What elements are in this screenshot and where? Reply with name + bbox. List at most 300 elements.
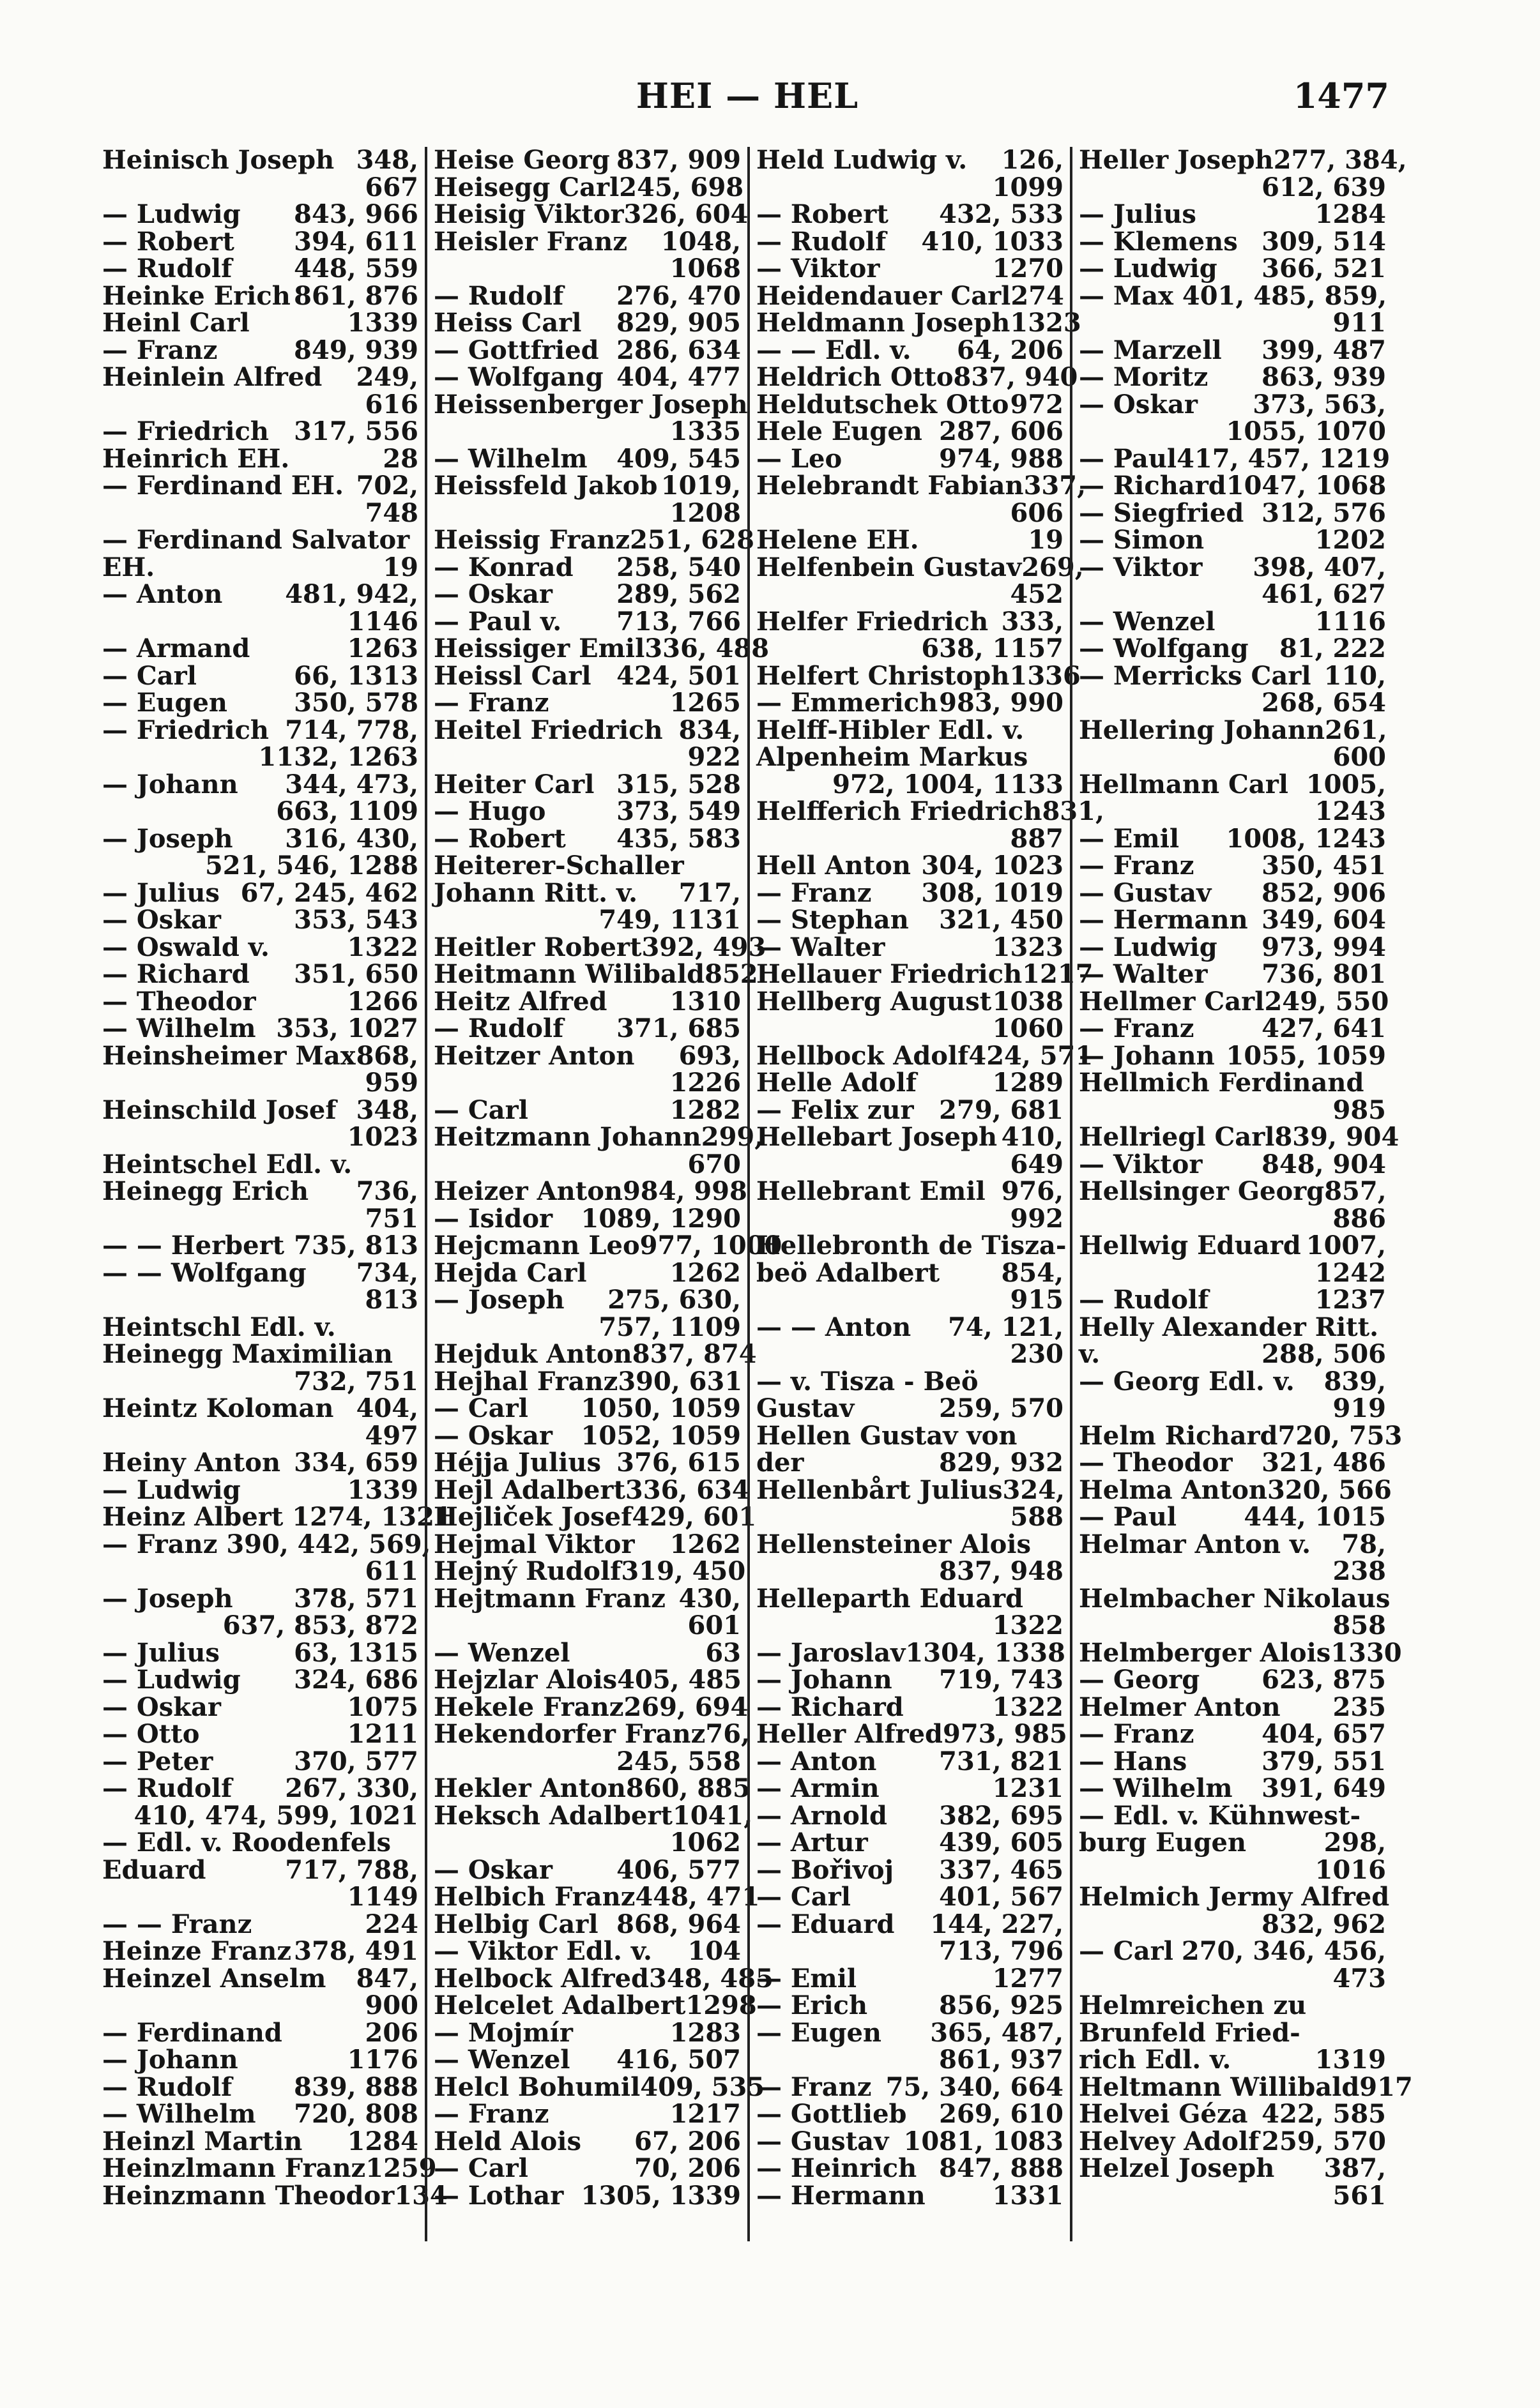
entry-name: Hejduk Anton (434, 1339, 632, 1369)
index-entry (102, 635, 418, 663)
index-entry (434, 1420, 741, 1451)
entry-page-refs: 230 (1010, 1339, 1064, 1369)
entry-name: — Franz (756, 877, 872, 908)
index-entry (756, 362, 1078, 392)
entry-page-refs: 735, 813 (294, 1231, 418, 1261)
entry-name: Gustav (756, 1393, 855, 1423)
entry-page-refs: 251, 628 (630, 525, 754, 555)
index-entry (1079, 1015, 1386, 1043)
index-entry (756, 744, 1064, 771)
index-entry (756, 1178, 1064, 1206)
index-entry (1079, 1694, 1386, 1722)
entry-continuation (756, 1203, 1064, 1234)
entry-name: — Erich (756, 1990, 868, 2020)
entry-name: Hellebart Joseph (756, 1122, 998, 1152)
entry-name: Heldutschek Otto (756, 389, 1009, 420)
entry-name: — Johann (102, 769, 238, 799)
index-entry (434, 310, 741, 337)
entry-continuation (102, 798, 418, 826)
index-entry (102, 1450, 418, 1477)
entry-name: Heinl Carl (102, 308, 250, 338)
index-entry (1079, 660, 1386, 691)
entry-name: — Theodor (102, 986, 256, 1017)
index-entry (1079, 1637, 1402, 1668)
entry-page-refs: 326, 604 (623, 199, 749, 229)
entry-continuation (102, 1612, 418, 1640)
entry-page-refs: 1322 (347, 932, 418, 962)
entry-name: Hejcmann Leo (434, 1231, 640, 1261)
index-entry (102, 1502, 452, 1532)
entry-continuation (1079, 418, 1386, 446)
entry-name: Helcelet Adalbert (434, 1990, 686, 2020)
entry-page-refs: 1226 (669, 1068, 741, 1098)
entry-page-refs: 399, 487 (1262, 335, 1386, 365)
entry-continuation (1079, 1395, 1386, 1423)
entry-page-refs: 837, 940 (953, 362, 1078, 392)
entry-name: — Franz 390, 442, 569, (102, 1529, 431, 1559)
entry-page-refs: 734, (356, 1257, 418, 1288)
entry-name: — Oskar (434, 1420, 553, 1451)
index-entry (102, 961, 418, 988)
entry-name: — Carl (1079, 1936, 1173, 1966)
entry-name: Heksch Adalbert (434, 1800, 673, 1831)
entry-continuation (1079, 581, 1386, 609)
entry-page-refs: 984, 998 (622, 1176, 747, 1206)
entry-page-refs: 1284 (1315, 199, 1386, 229)
entry-page-refs: 1038 (992, 986, 1064, 1017)
entry-page-refs: 1016 (1315, 1854, 1386, 1885)
entry-page-refs: 719, 743 (939, 1665, 1064, 1695)
entry-name: Helmberger Alois (1079, 1637, 1331, 1668)
index-entry (102, 690, 418, 717)
index-entry (434, 2047, 741, 2074)
index-entry (102, 1178, 418, 1206)
index-entry (434, 1556, 746, 1586)
index-columns (102, 145, 1413, 2241)
index-entry (1079, 1474, 1392, 1505)
entry-name: Heissig Franz (434, 525, 630, 555)
entry-page-refs: 348, (356, 145, 418, 175)
index-entry (756, 1531, 1064, 1559)
entry-continuation (756, 1151, 1064, 1179)
entry-name: — Max 401, 485, 859, (1079, 280, 1387, 311)
entry-name: Helebrandt Fabian (756, 471, 1024, 501)
entry-page-refs: 900 (365, 1990, 418, 2020)
entry-page-refs: 409, 535 (640, 2071, 765, 2102)
index-entry (102, 1474, 418, 1505)
entry-continuation (1079, 310, 1386, 337)
index-entry (1079, 1151, 1386, 1179)
entry-name: — Rudolf (434, 1013, 564, 1043)
entry-continuation (1079, 1094, 1386, 1125)
entry-continuation (434, 497, 741, 528)
entry-name: — Ludwig (1079, 932, 1217, 962)
entry-page-refs: 1202 (1315, 525, 1386, 555)
entry-name: Hellebronth de Tisza- (756, 1231, 1067, 1261)
index-entry (756, 988, 1064, 1016)
index-entry (102, 255, 418, 283)
entry-page-refs: 286, 634 (616, 335, 741, 365)
index-entry (102, 201, 418, 229)
entry-name: Hellberg August (756, 986, 992, 1017)
index-column-3 (747, 145, 1104, 2241)
index-entry (1079, 717, 1386, 745)
entry-name: — Ludwig (102, 1474, 241, 1505)
entry-page-refs: 351, 650 (294, 959, 418, 989)
entry-page-refs: 847, 888 (939, 2153, 1064, 2183)
index-entry (434, 2101, 741, 2128)
index-entry (756, 1719, 1067, 1749)
index-entry (1079, 1800, 1386, 1831)
entry-name: Helvey Adolf (1079, 2126, 1260, 2156)
entry-page-refs: 829, 932 (939, 1448, 1064, 1478)
entry-name: — Julius (102, 1637, 220, 1668)
entry-page-refs: 1048, (660, 226, 741, 257)
entry-page-refs: 392, 493 (641, 932, 766, 962)
entry-page-refs: 366, 521 (1262, 254, 1386, 284)
entry-page-refs: 373, 563, (1253, 389, 1386, 420)
entry-continuation (1079, 798, 1386, 826)
index-entry (434, 473, 741, 500)
index-entry (434, 932, 766, 962)
entry-continuation (756, 174, 1064, 202)
entry-page-refs: 1062 (669, 1828, 741, 1858)
entry-name: Helff-Hibler Edl. v. (756, 715, 1025, 745)
entry-name: Hejný Rudolf (434, 1556, 621, 1586)
index-entry (756, 418, 1064, 446)
entry-name: Helfferich Friedrich (756, 796, 1042, 826)
entry-name: Helbich Franz (434, 1882, 636, 1912)
entry-page-refs: 435, 583 (616, 823, 741, 854)
index-entry (102, 1748, 418, 1776)
entry-page-refs: 448, 471 (635, 1882, 760, 1912)
entry-page-refs: 983, 990 (939, 688, 1064, 718)
entry-name: — Carl (434, 2153, 528, 2183)
entry-name: Helly Alexander Ritt. (1079, 1312, 1379, 1342)
index-entry (434, 2071, 765, 2102)
index-entry (1079, 823, 1386, 854)
index-entry (1079, 934, 1386, 962)
entry-name: — Franz (1079, 851, 1194, 881)
entry-name: — Konrad (434, 552, 574, 582)
index-entry (756, 1420, 1064, 1451)
entry-continuation (102, 1124, 418, 1151)
entry-page-refs: 390, 631 (618, 1366, 743, 1397)
entry-name: Heinzel Anselm (102, 1963, 326, 1994)
index-entry (1079, 1420, 1403, 1451)
index-entry (1079, 1748, 1386, 1776)
entry-page-refs: 736, 801 (1262, 959, 1386, 989)
entry-name: — Peter (102, 1746, 213, 1776)
entry-page-refs: 249, 550 (1264, 986, 1389, 1017)
entry-continuation (102, 1884, 418, 1911)
index-entry (434, 525, 754, 555)
running-head: HEI — HEL (636, 75, 859, 116)
index-entry (102, 1257, 418, 1288)
entry-page-refs: 663, 1109 (276, 796, 418, 826)
index-entry (756, 1775, 1064, 1803)
entry-name: — Rudolf (434, 280, 564, 311)
entry-name: — Friedrich (102, 715, 270, 745)
entry-continuation (102, 391, 418, 419)
entry-page-refs: 861, 876 (294, 280, 418, 311)
entry-name: — Rudolf (1079, 1285, 1209, 1315)
entry-page-refs: 1008, 1243 (1226, 823, 1386, 854)
entry-name: Helvei Géza (1079, 2099, 1248, 2129)
entry-name: — — Wolfgang (102, 1257, 307, 1288)
entry-name: — Otto (102, 1719, 200, 1749)
entry-page-refs: 1298 (685, 1990, 757, 2020)
entry-page-refs: 857, (1324, 1176, 1387, 1206)
index-entry (434, 1040, 741, 1071)
index-entry (434, 1583, 741, 1614)
entry-page-refs: 67, 245, 462 (240, 877, 418, 908)
entry-name: Held Ludwig v. (756, 145, 968, 175)
entry-name: Heiny Anton (102, 1448, 281, 1478)
entry-page-refs: 320, 566 (1267, 1474, 1392, 1505)
entry-name: Heissl Carl (434, 660, 591, 691)
index-entry (756, 443, 1064, 474)
entry-name: Helcl Bohumil (434, 2071, 641, 2102)
entry-name: — Klemens (1079, 226, 1238, 257)
entry-name: EH. (102, 552, 155, 582)
index-entry (434, 1667, 741, 1694)
entry-page-refs: 269, (1021, 552, 1084, 582)
entry-page-refs: 1323 (1010, 308, 1081, 338)
index-entry (434, 877, 741, 908)
entry-name: — Eduard (756, 1909, 895, 1939)
entry-name: Hejzlar Alois (434, 1665, 618, 1695)
entry-page-refs: 75, 340, 664 (885, 2071, 1064, 2102)
entry-page-refs: 1282 (669, 1094, 741, 1125)
entry-name: — Joseph (434, 1285, 565, 1315)
index-entry (102, 1938, 418, 1965)
entry-name: Helbock Alfred (434, 1963, 650, 1994)
entry-name: v. (1079, 1339, 1101, 1369)
entry-page-refs: 337, 465 (939, 1854, 1064, 1885)
entry-page-refs: 269, 694 (623, 1692, 749, 1722)
index-entry (756, 877, 1064, 908)
entry-page-refs: 616 (365, 389, 418, 420)
index-entry (434, 1531, 741, 1559)
entry-page-refs: 379, 551 (1262, 1746, 1386, 1776)
index-entry (434, 2017, 741, 2048)
entry-page-refs: 1319 (1315, 2045, 1386, 2075)
entry-continuation (756, 635, 1064, 663)
entry-page-refs: 667 (365, 172, 418, 202)
entry-page-refs: 847, (356, 1963, 418, 1994)
entry-page-refs: 1055, 1070 (1226, 416, 1386, 446)
entry-name: Heinsheimer Max (102, 1040, 356, 1071)
entry-continuation (1079, 690, 1386, 717)
entry-page-refs: 279, 681 (939, 1094, 1064, 1125)
index-entry (102, 1854, 418, 1885)
index-entry (434, 1450, 741, 1477)
index-entry (1079, 1531, 1386, 1559)
entry-page-refs: 717, (678, 877, 741, 908)
entry-name: Hell Anton (756, 851, 911, 881)
entry-page-refs: 839, 904 (1274, 1122, 1399, 1152)
entry-continuation (756, 1938, 1064, 1965)
entry-name: — Anton (756, 1746, 877, 1776)
index-entry (102, 280, 418, 311)
entry-page-refs: 854, (1001, 1257, 1064, 1288)
entry-page-refs: 887 (1010, 823, 1064, 854)
entry-page-refs: 1322 (992, 1610, 1064, 1640)
entry-name: — Viktor (1079, 1149, 1203, 1179)
entry-continuation (434, 1151, 741, 1179)
entry-continuation (756, 1612, 1064, 1640)
entry-name: Heinlein Alfred (102, 362, 323, 392)
entry-page-refs: 1116 (1315, 606, 1386, 637)
entry-page-refs: 461, 627 (1262, 579, 1386, 609)
index-entry (1079, 391, 1386, 419)
entry-page-refs: 275, 630, (607, 1285, 741, 1315)
entry-page-refs: 19 (1028, 525, 1064, 555)
entry-page-refs: 424, 571 (968, 1040, 1094, 1071)
entry-continuation (102, 852, 418, 880)
index-entry (434, 1176, 747, 1206)
index-entry (1079, 527, 1386, 554)
entry-name: Heinschild Josef (102, 1094, 337, 1125)
index-entry (1079, 852, 1386, 880)
entry-name: Helmreichen zu (1079, 1990, 1307, 2020)
index-entry (1079, 1040, 1386, 1071)
index-entry (1079, 145, 1407, 175)
entry-name: — Siegfried (1079, 497, 1244, 528)
entry-name: — Walter (1079, 959, 1208, 989)
entry-name: — Ferdinand EH. (102, 471, 344, 501)
entry-name: Brunfeld Fried- (1079, 2017, 1300, 2048)
index-entry (102, 2071, 418, 2102)
entry-page-refs: 1323 (992, 932, 1064, 962)
entry-page-refs: 977, 1000 (639, 1231, 782, 1261)
entry-name: Heinegg Erich (102, 1176, 309, 1206)
index-entry (102, 1694, 418, 1722)
entry-page-refs: 452 (1010, 579, 1064, 609)
entry-name: Heldrich Otto (756, 362, 954, 392)
entry-name: — Anton (102, 579, 223, 609)
index-entry (102, 988, 418, 1016)
entry-page-refs: 837, 874 (632, 1339, 757, 1369)
entry-page-refs: 371, 685 (616, 1013, 741, 1043)
entry-name: Hejliček Josef (434, 1502, 632, 1532)
index-entry (756, 690, 1064, 717)
entry-name: Heintschl Edl. v. (102, 1312, 336, 1342)
entry-name: — Oskar (434, 1854, 553, 1885)
index-entry (434, 660, 741, 691)
entry-name: Hejmal Viktor (434, 1529, 635, 1559)
index-entry (434, 1339, 757, 1369)
entry-name: — Armin (756, 1773, 880, 1803)
index-entry (434, 1854, 741, 1885)
index-entry (756, 1583, 1064, 1614)
entry-continuation (756, 771, 1064, 799)
entry-name: Hellmich Ferdinand (1079, 1068, 1364, 1098)
index-entry (102, 1151, 418, 1179)
entry-page-refs: 274 (1010, 280, 1064, 311)
entry-name: — Artur (756, 1828, 868, 1858)
entry-name: — Viktor (756, 254, 880, 284)
index-entry (102, 717, 418, 745)
entry-name: Heinzlmann Franz (102, 2153, 366, 2183)
index-column-4 (1070, 145, 1413, 2241)
entry-page-refs: 67, 206 (634, 2126, 741, 2156)
index-entry (756, 1314, 1064, 1342)
entry-name: Heinzmann Theodor (102, 2180, 395, 2211)
entry-name: Hellmann Carl (1079, 769, 1288, 799)
entry-name: — Carl (102, 660, 197, 691)
index-entry (102, 554, 418, 582)
entry-name: — Walter (756, 932, 885, 962)
index-entry (1079, 606, 1386, 637)
entry-continuation (1079, 1203, 1386, 1234)
entry-name: Hejhal Franz (434, 1366, 618, 1397)
entry-page-refs: 1132, 1263 (258, 742, 418, 772)
entry-name: — Armand (102, 633, 250, 663)
entry-continuation (102, 1070, 418, 1097)
entry-name: — Wolfgang (1079, 633, 1249, 663)
entry-page-refs: 406, 577 (616, 1854, 741, 1885)
index-entry (1079, 1583, 1391, 1614)
entry-page-refs: 600 (1332, 742, 1386, 772)
index-entry (434, 2128, 741, 2156)
entry-page-refs: 1277 (992, 1963, 1064, 1994)
entry-name: — Joseph (102, 1583, 233, 1614)
index-entry (756, 1992, 1064, 2020)
entry-name: Hellriegl Carl (1079, 1122, 1275, 1152)
entry-page-refs: 588 (1010, 1502, 1064, 1532)
entry-page-refs: 868, (356, 1040, 418, 1071)
entry-page-refs: 1284 (347, 2126, 418, 2156)
entry-name: — Joseph (102, 823, 233, 854)
entry-continuation (434, 1612, 741, 1640)
entry-page-refs: 1259 (365, 2153, 437, 2183)
index-entry (1079, 1882, 1390, 1912)
index-entry (1079, 497, 1386, 528)
entry-name: Heidendauer Carl (756, 280, 1011, 311)
entry-name: — Simon (1079, 525, 1205, 555)
entry-name: — Stephan (756, 905, 909, 935)
entry-page-refs: 321, 450 (939, 905, 1064, 935)
entry-page-refs: 387, (1323, 2153, 1386, 2183)
index-entry (102, 1015, 418, 1043)
entry-name: — Gottfried (434, 335, 599, 365)
index-entry (434, 1911, 741, 1939)
entry-name: Heintschel Edl. v. (102, 1149, 353, 1179)
index-entry (434, 1395, 741, 1423)
entry-name: — Emil (756, 1963, 857, 1994)
index-entry (756, 1694, 1064, 1722)
entry-page-refs: 422, 585 (1262, 2099, 1386, 2129)
entry-page-refs: 324, 686 (294, 1665, 418, 1695)
entry-page-refs: 76, (705, 1719, 750, 1749)
entry-name: — Hans (1079, 1746, 1187, 1776)
index-entry (434, 364, 741, 391)
entry-page-refs: 974, 988 (939, 443, 1064, 474)
index-entry (102, 823, 418, 854)
index-entry (756, 2101, 1064, 2128)
entry-continuation (1079, 1257, 1386, 1288)
entry-name: Heinrich EH. (102, 443, 290, 474)
index-column-1 (102, 145, 452, 2241)
index-entry (102, 443, 418, 474)
index-entry (1079, 877, 1386, 908)
index-entry (434, 988, 741, 1016)
index-entry (756, 907, 1064, 934)
entry-name: — Franz (102, 335, 218, 365)
index-entry (756, 280, 1064, 311)
